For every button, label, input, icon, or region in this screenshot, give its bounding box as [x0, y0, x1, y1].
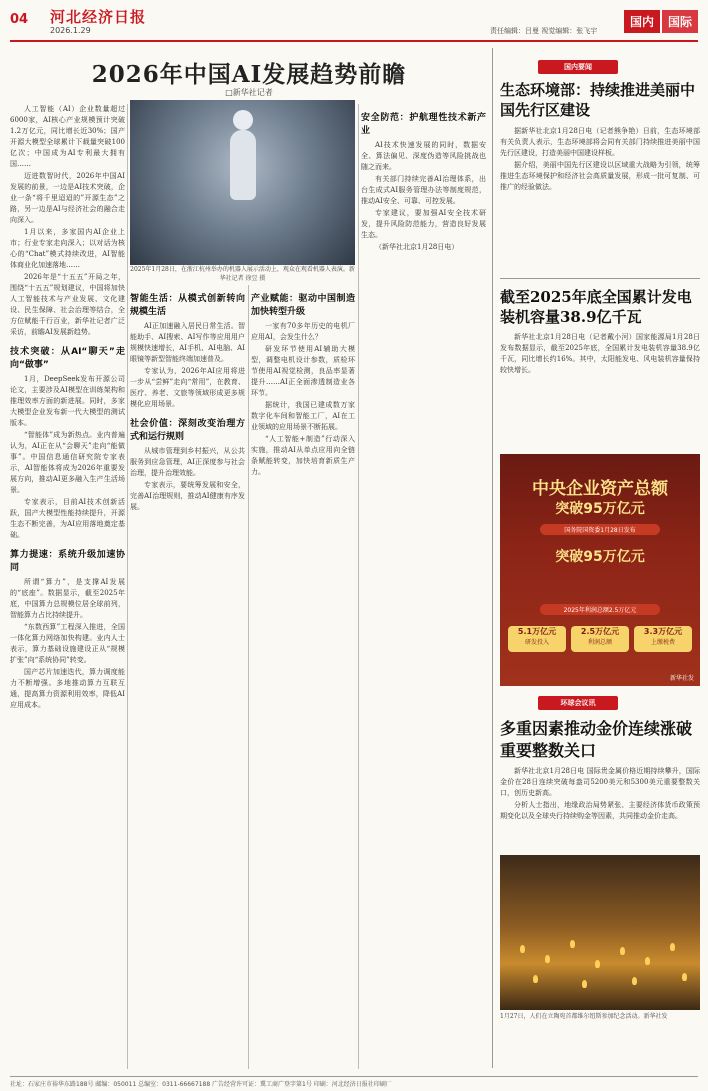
paragraph: 1月以来，多家国内AI企业上市；行业专家走向深入；以对话为核心的“Chat”模式持续改进，AI智能体商业化加速落地……: [10, 228, 125, 269]
column-divider: [248, 285, 249, 1069]
graphic-stat: 3.3万亿元 上缴税费: [634, 626, 692, 652]
candle-flame: [632, 977, 637, 985]
graphic-credit: 新华社发: [669, 675, 694, 682]
paragraph: AI技术快速发展的同时，数据安全、算法偏见、深度伪造等风险挑战也随之而来。: [361, 141, 486, 171]
paragraph: 2026年是“十五五”开局之年，围绕“十五五”规划建议，中国将加快人工智能技术与产业发展、文化建设、民生保障、社会治理等结合，全方位赋能千行百业，新华社记者广泛采访，前瞻AI发展新趋势。: [10, 273, 125, 336]
photo-caption: 2025年1月28日，在浙江杭州举办的机器人展示活动上，观众在观看机器人表演。新华社记者 徐昱 摄: [130, 266, 355, 282]
article-column-3: [251, 285, 355, 1069]
column-divider: [358, 104, 359, 1069]
candle-flame: [570, 940, 575, 948]
article-gold: [500, 766, 700, 852]
subheading-compute: 算力提速：系统升级加速协同: [10, 550, 125, 573]
graphic-stat: 2.5万亿元 利润总额: [571, 626, 629, 652]
headline-ecology: 生态环境部：持续推进美丽中国先行区建设: [500, 81, 696, 119]
page-number: 04: [10, 12, 29, 27]
headline-power: 截至2025年底全国累计发电装机容量38.9亿千瓦: [500, 288, 692, 326]
paragraph: 新华社北京1月28日电 国际贵金属价格近期持续攀升，国际金价在28日连续突破每盎司5200美元和5300美元重要整数关口，创历史新高。: [500, 767, 700, 797]
paragraph: 分析人士指出，地缘政治局势紧张、主要经济体货币政策预期变化以及全球央行持续购金等因素，共同推动金价走高。: [500, 801, 700, 820]
graphic-badge: 国务院国资委1月28日发布: [540, 524, 660, 535]
main-headline: 2026年中国AI发展趋势前瞻: [91, 61, 407, 88]
candle-flame: [682, 973, 687, 981]
article-ecology: [500, 126, 700, 276]
section-divider: [492, 48, 493, 1068]
section-tag-global: 环球会议讯: [538, 696, 618, 710]
column-divider: [127, 104, 128, 1069]
soe-assets-infographic: [500, 454, 700, 686]
paragraph: 人工智能（AI）企业数量超过6000家，AI核心产业规模预计突破1.2万亿元，同比增长近30%；国产开源大模型全球累计下载量突破100亿次；中国成为AI专利最大拥有国……: [10, 105, 125, 168]
headline-gold: 多重因素推动金价连续涨破重要整数关口: [500, 719, 693, 760]
divider: [500, 278, 700, 279]
paragraph: 新华社北京1月28日电（记者戴小河）国家能源局1月28日发布数据显示，截至2025年底，全国累计发电装机容量38.9亿千瓦，同比增长约16%。其中，太阳能发电、风电装机容量保持较快增长。: [500, 333, 700, 374]
issue-date: 2026.1.29: [50, 26, 91, 35]
paragraph: 1月，DeepSeek发布开源公司论文，主要涉及AI模型在训练架构和推理效率方面的新进展。同时，多家大模型企业发布新一代大模型的测试版本。: [10, 375, 125, 427]
paragraph: 据统计，我国已建成数万家数字化车间和智能工厂，AI在工业领域的应用场景不断拓展。: [251, 401, 355, 431]
article-column-4: [361, 104, 486, 1069]
paragraph: 专家表示，目前AI技术创新活跃，国产大模型性能持续提升，开源生态不断完善，为AI应用落地奠定基础。: [10, 498, 125, 539]
graphic-big-number: 突破95万亿元: [555, 549, 645, 565]
robot-figure: [230, 130, 256, 200]
paragraph: 一家有70多年历史的电机厂应用AI，会发生什么？: [251, 322, 355, 341]
article-column-2: [130, 285, 245, 1069]
paragraph: “人工智能+制造”行动深入实施，推动AI从单点应用向全链条赋能转变，加快培育新质生产力。: [251, 435, 355, 476]
masthead: 河北经济日报: [50, 8, 147, 26]
graphic-subtitle: 突破95万亿元: [555, 501, 645, 517]
candle-flame: [520, 945, 525, 953]
candle-flame: [670, 943, 675, 951]
tab-domestic[interactable]: 国内: [624, 10, 660, 33]
candle-flame: [595, 960, 600, 968]
subheading-tech: 技术突破：从AI“聊天”走向“做事”: [10, 347, 125, 370]
candle-flame: [645, 957, 650, 965]
paragraph: “东数西算”工程深入推进，全国一体化算力网络加快构建。业内人士表示，算力基础设施建设正从“规模扩张”向“系统协同”转变。: [10, 623, 125, 664]
paragraph: 专家建议，要加强AI安全技术研发，提升风险防范能力，营造良好发展生态。: [361, 209, 486, 239]
section-tag-domestic: 国内要闻: [538, 60, 618, 74]
article-power: [500, 332, 700, 450]
paragraph: 研发环节使用AI辅助大模型，调整电机设计参数，质检环节使用AI视觉检测，良品率显著提升……AI正全面渗透制造业各环节。: [251, 345, 355, 397]
dateline: （新华社北京1月28日电）: [375, 243, 459, 251]
graphic-profit-badge: 2025年利润总额2.5万亿元: [540, 604, 660, 615]
paragraph: 据介绍，美丽中国先行区建设以区域重大战略为引领，统筹推进生态环境保护和经济社会高质量发展，形成一批可复制、可推广的经验做法。: [500, 161, 700, 191]
paragraph: AI正加速融入居民日常生活。智能助手、AI搜索、AI写作等应用用户规模快速增长，AI手机、AI电脑、AI眼镜等新型智能终端加速普及。: [130, 322, 245, 363]
paragraph: 迈进数智时代，2026年中国AI发展的前景，一边是AI技术突破，企业一条“将千里迢迢的”开源生态”之路，另一边是AI与经济社会的融合走向深入。: [10, 172, 125, 224]
subheading-society: 社会价值：深刻改变治理方式和运行规则: [130, 419, 245, 442]
page-footer: 社址：石家庄市裕华东路188号 邮编：050011 总编室：0311-66667188 广告经营许可证：冀工商广登字第1号 印刷：河北经济日报社印刷厂: [10, 1076, 698, 1088]
graphic-title: 中央企业资产总额: [532, 479, 668, 499]
candle-flame: [545, 955, 550, 963]
editor-credits: 责任编辑：吕曼 视觉编辑：张飞宇: [490, 27, 598, 35]
robot-photo: [130, 100, 355, 265]
section-tabs: [622, 10, 698, 33]
paragraph: 国产芯片加速迭代，算力调度能力不断增强。多地推动算力互联互通，提高算力资源利用效率，降低AI应用成本。: [10, 668, 125, 709]
tab-international[interactable]: 国际: [662, 10, 698, 33]
article-column-1: [10, 104, 125, 1069]
main-byline: □新华社记者: [225, 88, 273, 97]
page-header: [10, 4, 698, 42]
candle-flame: [533, 975, 538, 983]
subheading-security: 安全防范：护航理性技术新产业: [361, 113, 486, 136]
paragraph: “智能体”成为新热点。业内普遍认为，AI正在从“会聊天”走向“能做事”。中国信息通信研究院专家表示，AI智能体将成为2026年重要发展方向，推动AI更多融入生产生活场景。: [10, 431, 125, 494]
candle-flame: [620, 947, 625, 955]
paragraph: 从城市管理到乡村振兴，从公共服务到应急管理，AI正深度参与社会治理，提升治理效能。: [130, 447, 245, 477]
candle-flame: [582, 980, 587, 988]
subheading-life: 智能生活：从模式创新转向规模生活: [130, 294, 245, 317]
paragraph: 专家认为，2026年AI应用将进一步从“尝鲜”走向“常用”，在教育、医疗、养老、文旅等领域形成更多规模化应用场景。: [130, 367, 245, 408]
paragraph: 所谓“算力”，是支撑AI发展的“底座”。数据显示，截至2025年底，中国算力总规模位居全球前列，智能算力占比持续提升。: [10, 578, 125, 619]
subheading-industry: 产业赋能：驱动中国制造加快转型升级: [251, 294, 355, 317]
vigil-photo-caption: 1月27日，人们在立陶宛首都维尔纽斯参加纪念活动。新华社发: [500, 1013, 668, 1020]
vigil-photo: [500, 855, 700, 1010]
paragraph: 据新华社北京1月28日电（记者熊争艳）日前，生态环境部有关负责人表示，生态环境部将会同有关部门持续推进美丽中国先行区建设，打造美丽中国建设样板。: [500, 127, 700, 157]
paragraph: 专家表示，要统筹发展和安全，完善AI治理规则，推动AI健康有序发展。: [130, 481, 245, 511]
graphic-stat: 5.1万亿元 研发投入: [508, 626, 566, 652]
paragraph: 有关部门持续完善AI治理体系，出台生成式AI服务管理办法等制度规范，推动AI安全、可靠、可控发展。: [361, 175, 486, 205]
